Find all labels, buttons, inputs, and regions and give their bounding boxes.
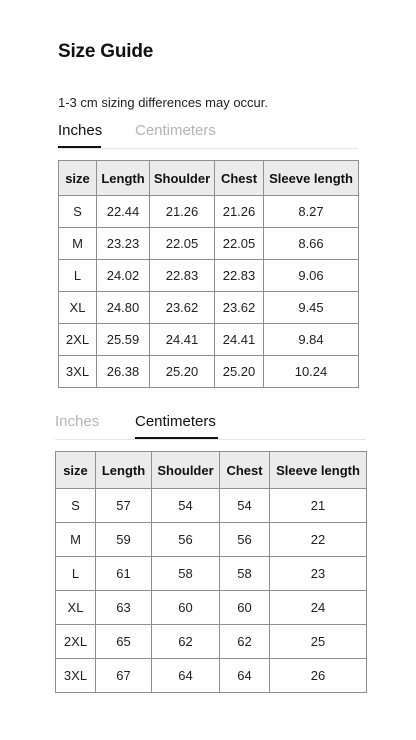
shoulder-cell: 54 — [152, 489, 220, 523]
page-title: Size Guide — [58, 41, 154, 62]
sleeve-length-cell: 22 — [270, 523, 367, 557]
length-cell: 25.59 — [97, 324, 150, 356]
sleeve-length-cell: 23 — [270, 557, 367, 591]
column-header-sleeve-length: Sleeve length — [264, 161, 359, 196]
size-cell: M — [56, 523, 96, 557]
sleeve-length-cell: 9.45 — [264, 292, 359, 324]
length-cell: 26.38 — [97, 356, 150, 388]
length-cell: 57 — [96, 489, 152, 523]
chest-cell: 62 — [220, 625, 270, 659]
sleeve-length-cell: 10.24 — [264, 356, 359, 388]
chest-cell: 54 — [220, 489, 270, 523]
chest-cell: 21.26 — [215, 196, 264, 228]
size-cell: 2XL — [56, 625, 96, 659]
chest-cell: 23.62 — [215, 292, 264, 324]
chest-cell: 64 — [220, 659, 270, 693]
sleeve-length-cell: 24 — [270, 591, 367, 625]
column-header-size: size — [59, 161, 97, 196]
table-row — [59, 228, 359, 260]
chest-cell: 58 — [220, 557, 270, 591]
column-header-size: size — [56, 452, 96, 489]
length-cell: 24.02 — [97, 260, 150, 292]
length-cell: 63 — [96, 591, 152, 625]
table-row — [59, 196, 359, 228]
size-table-inches — [58, 160, 359, 388]
column-header-length: Length — [97, 161, 150, 196]
shoulder-cell: 58 — [152, 557, 220, 591]
sleeve-length-cell: 8.66 — [264, 228, 359, 260]
shoulder-cell: 22.83 — [150, 260, 215, 292]
table-row — [56, 625, 367, 659]
chest-cell: 22.83 — [215, 260, 264, 292]
column-header-shoulder: Shoulder — [150, 161, 215, 196]
shoulder-cell: 21.26 — [150, 196, 215, 228]
length-cell: 22.44 — [97, 196, 150, 228]
table-row — [56, 659, 367, 693]
size-table-centimeters — [55, 451, 367, 693]
shoulder-cell: 62 — [152, 625, 220, 659]
length-cell: 67 — [96, 659, 152, 693]
length-cell: 65 — [96, 625, 152, 659]
length-cell: 59 — [96, 523, 152, 557]
size-cell: 3XL — [56, 659, 96, 693]
column-header-shoulder: Shoulder — [152, 452, 220, 489]
shoulder-cell: 60 — [152, 591, 220, 625]
table-row — [59, 260, 359, 292]
shoulder-cell: 25.20 — [150, 356, 215, 388]
chest-cell: 25.20 — [215, 356, 264, 388]
table-row — [59, 324, 359, 356]
table-row — [59, 292, 359, 324]
table-row — [56, 489, 367, 523]
chest-cell: 60 — [220, 591, 270, 625]
size-cell: M — [59, 228, 97, 260]
tab-centimeters[interactable]: Centimeters — [135, 122, 216, 139]
table-row — [56, 523, 367, 557]
sleeve-length-cell: 25 — [270, 625, 367, 659]
table-row — [56, 591, 367, 625]
size-cell: S — [59, 196, 97, 228]
sleeve-length-cell: 26 — [270, 659, 367, 693]
shoulder-cell: 22.05 — [150, 228, 215, 260]
sleeve-length-cell: 9.06 — [264, 260, 359, 292]
sleeve-length-cell: 8.27 — [264, 196, 359, 228]
length-cell: 23.23 — [97, 228, 150, 260]
shoulder-cell: 56 — [152, 523, 220, 557]
table-row — [59, 356, 359, 388]
column-header-length: Length — [96, 452, 152, 489]
size-cell: 2XL — [59, 324, 97, 356]
shoulder-cell: 24.41 — [150, 324, 215, 356]
unit-tabs-bottom — [55, 409, 366, 440]
column-header-chest: Chest — [215, 161, 264, 196]
unit-tabs-top — [58, 118, 358, 149]
shoulder-cell: 23.62 — [150, 292, 215, 324]
length-cell: 61 — [96, 557, 152, 591]
chest-cell: 24.41 — [215, 324, 264, 356]
size-cell: XL — [56, 591, 96, 625]
size-cell: XL — [59, 292, 97, 324]
chest-cell: 56 — [220, 523, 270, 557]
table-row — [56, 557, 367, 591]
tab-inches[interactable]: Inches — [58, 118, 101, 148]
size-cell: S — [56, 489, 96, 523]
size-cell: L — [56, 557, 96, 591]
size-cell: 3XL — [59, 356, 97, 388]
size-cell: L — [59, 260, 97, 292]
chest-cell: 22.05 — [215, 228, 264, 260]
column-header-chest: Chest — [220, 452, 270, 489]
sleeve-length-cell: 9.84 — [264, 324, 359, 356]
sleeve-length-cell: 21 — [270, 489, 367, 523]
tab-centimeters[interactable]: Centimeters — [135, 409, 218, 439]
length-cell: 24.80 — [97, 292, 150, 324]
sizing-note: 1-3 cm sizing differences may occur. — [58, 95, 269, 110]
shoulder-cell: 64 — [152, 659, 220, 693]
tab-inches[interactable]: Inches — [55, 413, 100, 430]
column-header-sleeve-length: Sleeve length — [270, 452, 367, 489]
